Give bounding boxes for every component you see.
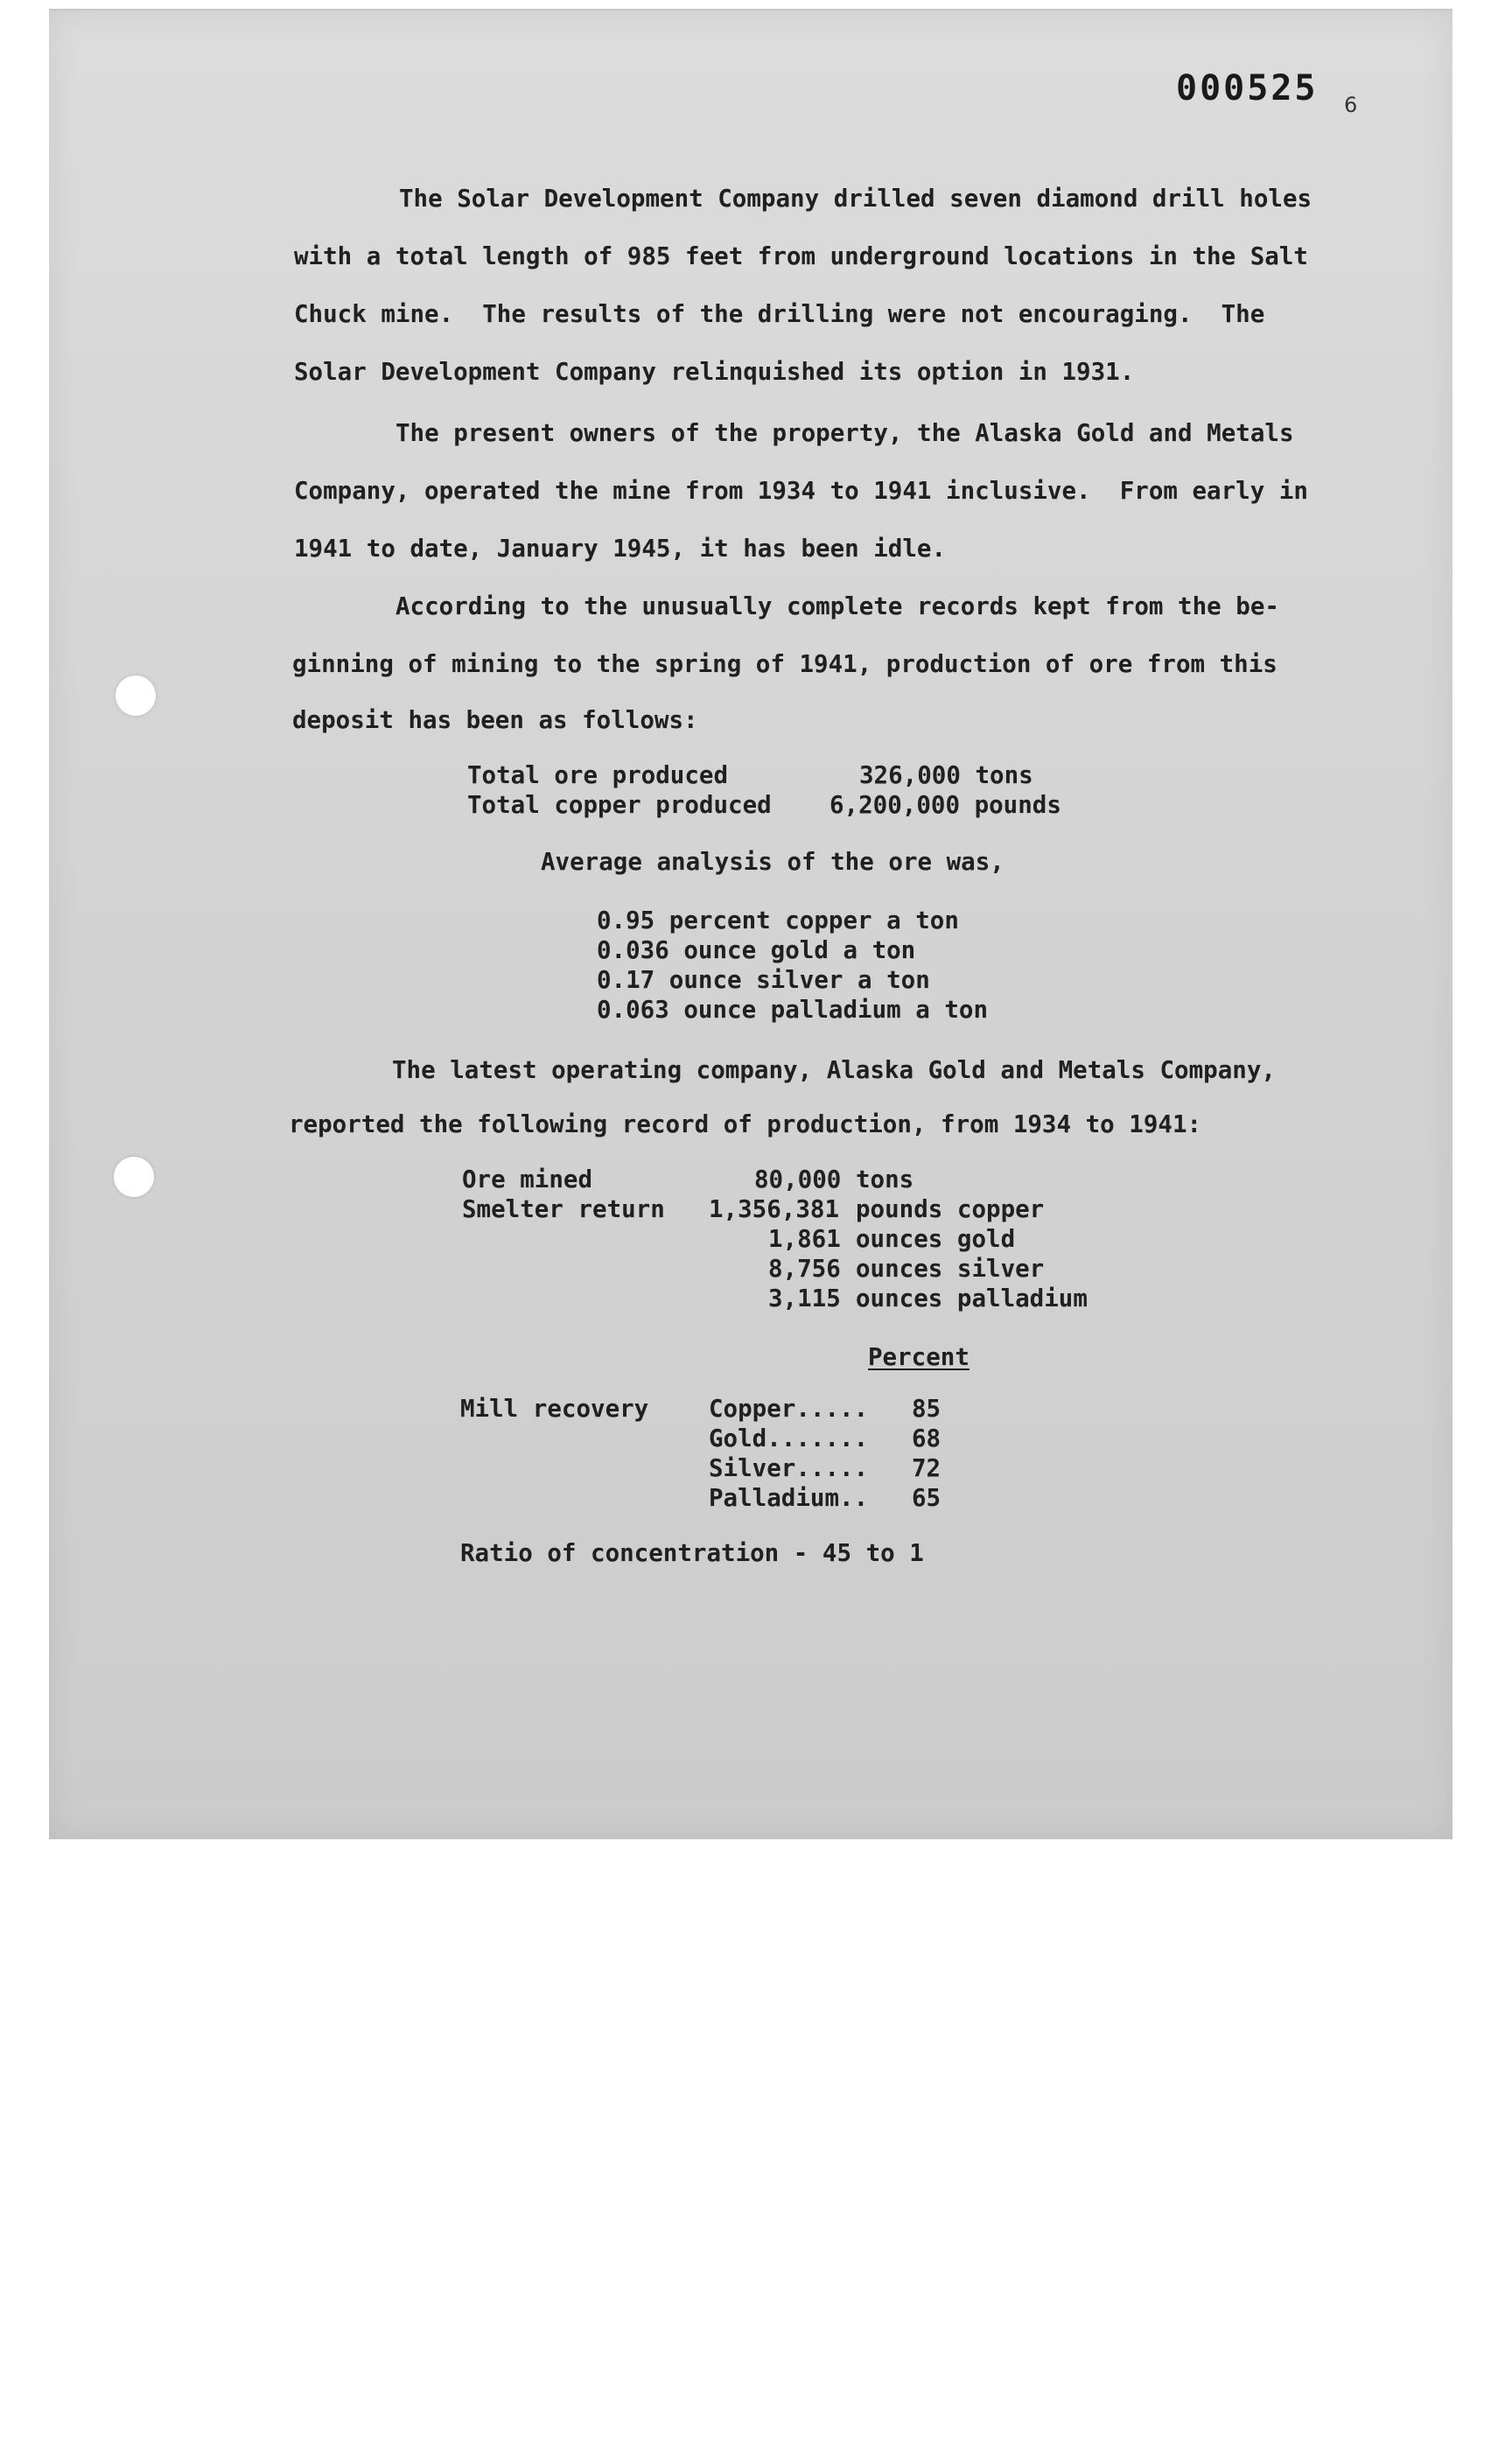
analysis-text: 0.036 ounce gold a ton: [597, 936, 916, 964]
smelter-value: 1,356,381: [709, 1195, 840, 1223]
recovery-metal: Copper.....: [709, 1395, 869, 1423]
paragraph3-line: ginning of mining to the spring of 1941, production of ore from this: [292, 650, 1278, 678]
ore-mined-unit: tons: [856, 1166, 914, 1194]
recovery-metal: Gold.......: [709, 1424, 869, 1452]
ore-mined-value: 80,000: [754, 1166, 842, 1194]
paragraph2-line: The present owners of the property, the Alaska Gold and Metals: [396, 419, 1294, 447]
analysis-heading: Average analysis of the ore was,: [541, 848, 1004, 876]
paragraph3-line: According to the unusually complete records kept from the be-: [396, 592, 1279, 620]
paragraph1-line: The Solar Development Company drilled seven diamond drill holes: [399, 185, 1312, 213]
punch-hole-bottom: [114, 1157, 154, 1197]
smelter-unit: ounces palladium: [856, 1284, 1088, 1312]
recovery-percent: 65: [912, 1484, 942, 1512]
paragraph1-line: Solar Development Company relinquished its option in 1931.: [294, 358, 1135, 386]
paragraph2-line: 1941 to date, January 1945, it has been idle.: [294, 535, 947, 563]
smelter-value: 3,115: [768, 1284, 841, 1312]
recovery-percent: 85: [912, 1395, 942, 1423]
paragraph4-line: reported the following record of production, from 1934 to 1941:: [289, 1110, 1202, 1138]
paragraph4-line: The latest operating company, Alaska Gold and Metals Company,: [392, 1056, 1276, 1084]
ratio-of-concentration: Ratio of concentration - 45 to 1: [460, 1539, 924, 1567]
recovery-metal: Palladium..: [709, 1484, 869, 1512]
analysis-text: 0.17 ounce silver a ton: [597, 966, 930, 994]
totals-label: Total copper produced: [467, 791, 772, 819]
smelter-value: 1,861: [768, 1225, 841, 1253]
punch-hole-top: [116, 676, 156, 716]
totals-value: 6,200,000 pounds: [830, 791, 1061, 819]
smelter-unit: ounces gold: [856, 1225, 1016, 1253]
recovery-percent: 72: [912, 1454, 942, 1482]
paragraph1-line: Chuck mine. The results of the drilling were not encouraging. The: [294, 300, 1265, 328]
smelter-return-label: Smelter return: [462, 1195, 665, 1223]
page-number-stamp: 000525: [1176, 68, 1319, 108]
paragraph3-line: deposit has been as follows:: [292, 706, 698, 734]
totals-value: 326,000 tons: [859, 761, 1033, 789]
paragraph1-line: with a total length of 985 feet from underground locations in the Salt: [294, 242, 1308, 270]
smelter-unit: ounces silver: [856, 1255, 1045, 1283]
analysis-text: 0.063 ounce palladium a ton: [597, 996, 989, 1024]
smelter-unit: pounds copper: [856, 1195, 1045, 1223]
mill-recovery-label: Mill recovery: [460, 1395, 649, 1423]
smelter-value: 8,756: [768, 1255, 841, 1283]
recovery-percent: 68: [912, 1424, 942, 1452]
paragraph2-line: Company, operated the mine from 1934 to 1941 inclusive. From early in: [294, 477, 1308, 505]
recovery-metal: Silver.....: [709, 1454, 869, 1482]
totals-label: Total ore produced: [467, 761, 729, 789]
analysis-text: 0.95 percent copper a ton: [597, 906, 959, 934]
percent-header: Percent: [868, 1343, 970, 1371]
page-sub-number: 6: [1344, 93, 1358, 117]
ore-mined-label: Ore mined: [462, 1166, 593, 1194]
